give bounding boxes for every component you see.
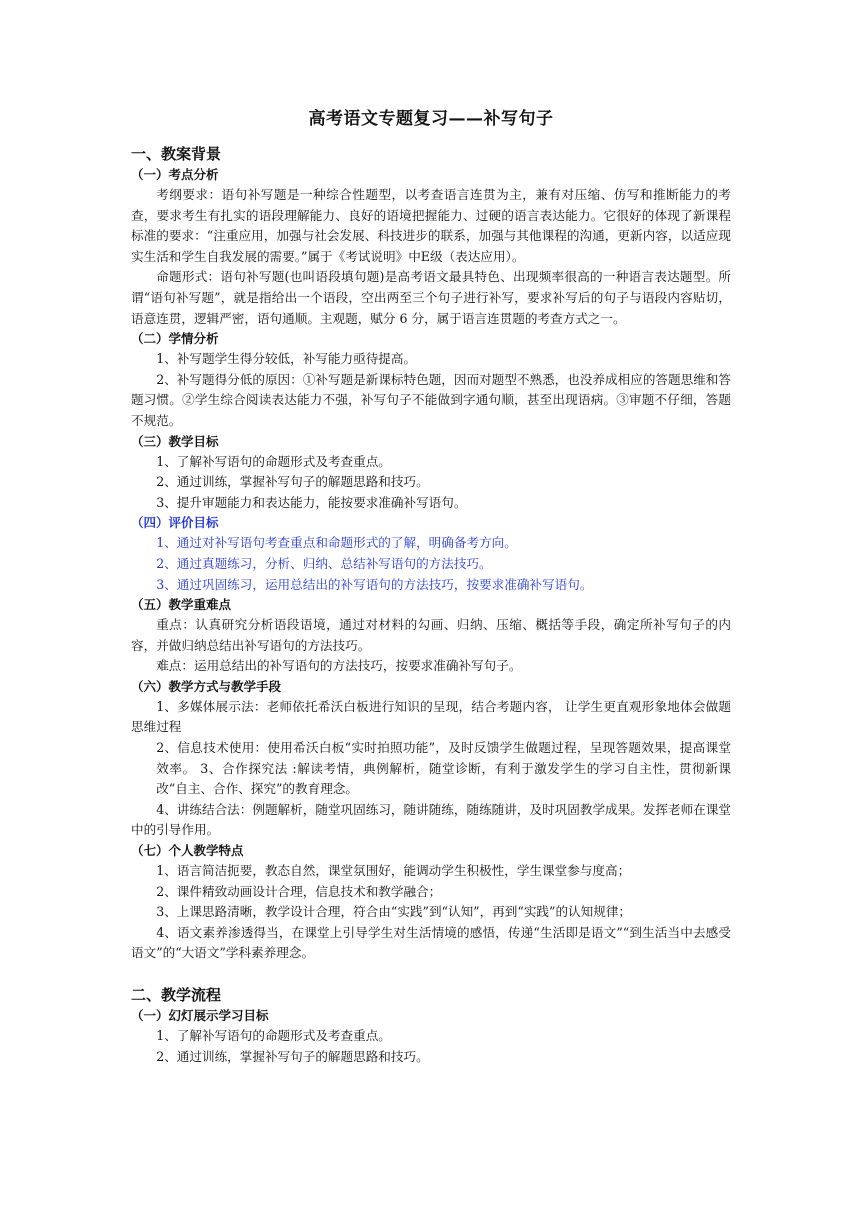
paragraph: 1、补写题学生得分较低，补写能力亟待提高。	[156, 351, 417, 367]
spacer	[131, 964, 731, 984]
paragraph: 2、信息技术使用：使用希沃白板“实时拍照功能”，及时反馈学生做题过程，呈现答题效果，提高课堂效率。 3、合作探究法 :解读考情，典例解析，随堂诊断，有利于激发学生的学习自主性，贯彻新课改“自主、合作、探究”的教育理念。	[156, 740, 731, 797]
subsection-heading: （七）个人教学特点	[131, 843, 244, 859]
list-item: 4、语文素养渗透得当，在课堂上引导学生对生活情境的感悟，传递“生活即是语文”“到生活当中去感受语文”的“大语文”学科素养理念。	[131, 924, 731, 961]
section-heading: 一、教案背景	[131, 145, 222, 163]
paragraph: 考纲要求：语句补写题是一种综合性题型，以考查语言连贯为主，兼有对压缩、仿写和推断能力的考查，要求考生有扎实的语段理解能力、良好的语境把握能力、过硬的语言表达能力。它很好的体现了新课程标准的要求：“注重应用，加强与社会发展、科技进步的联系，加强与其他课程的沟通，更新内容，以适应现实生活和学生自我发展的需要。”属于《考试说明》中E级（表达应用）。	[131, 187, 731, 264]
list-item: 3、通过巩固练习，运用总结出的补写语句的方法技巧，按要求准确补写语句。	[156, 576, 593, 592]
subsection-heading: （二）学情分析	[131, 331, 219, 347]
subsection-heading: （六）教学方式与教学手段	[131, 678, 282, 694]
list-item: 2、通过训练，掌握补写句子的解题思路和技巧。	[156, 474, 429, 490]
list-item: 1、了解补写语句的命题形式及考查重点。	[156, 1028, 391, 1043]
list-item: 2、课件精致动画设计合理，信息技术和教学融合；	[156, 883, 442, 899]
paragraph: 难点：运用总结出的补写语句的方法技巧，按要求准确补写句子。	[156, 658, 522, 674]
document-title: 高考语文专题复习——补写句子	[308, 109, 554, 129]
list-item: 1、了解补写语句的命题形式及考查重点。	[156, 453, 391, 469]
paragraph: 2、补写题得分低的原因：①补写题是新课标特色题，因而对题型不熟悉，也没养成相应的答题思维和答题习惯。②学生综合阅读表达能力不强，补写句子不能做到字通句顺，甚至出现语病。③审题不仔细，答题不规范。	[131, 371, 731, 428]
list-item: 3、上课思路清晰，教学设计合理，符合由“实践”到“认知”，再到“实践”的认知规律；	[156, 904, 632, 920]
subsection-heading: （一）考点分析	[131, 167, 219, 182]
subsection-heading: （五）教学重难点	[131, 597, 232, 613]
list-item: 1、通过对补写语句考查重点和命题形式的了解，明确备考方向。	[156, 535, 517, 551]
subsection-heading: （三）教学目标	[131, 433, 219, 449]
list-item: 3、提升审题能力和表达能力，能按要求准确补写语句。	[156, 494, 467, 510]
list-item: 2、通过训练，掌握补写句子的解题思路和技巧。	[156, 1048, 429, 1064]
paragraph: 命题形式：语句补写题(也叫语段填句题)是高考语文最具特色、出现频率很高的一种语言表达题型。所谓“语句补写题”，就是指给出一个语段，空出两至三个句子进行补写，要求补写后的句子与语段内容贴切，语意连贯，逻辑严密，语句通顺。主观题，赋分 6 分，属于语言连贯题的考查方式之一。	[131, 269, 731, 326]
list-item: 2、通过真题练习，分析、归纳、总结补写语句的方法技巧。	[156, 555, 492, 571]
list-item: 1、语言简洁扼要，教态自然，课堂氛围好，能调动学生积极性，学生课堂参与度高；	[156, 863, 631, 879]
subsection-heading: （一）幻灯展示学习目标	[131, 1008, 269, 1023]
document-page	[131, 104, 731, 1067]
section-heading: 二、教学流程	[131, 986, 222, 1004]
paragraph: 4、讲练结合法：例题解析，随堂巩固练习，随讲随练，随练随讲，及时巩固教学成果。发挥老师在课堂中的引导作用。	[131, 801, 731, 838]
subsection-heading: （四）评价目标	[131, 515, 219, 531]
paragraph: 1、多媒体展示法：老师依托希沃白板进行知识的呈现，结合考题内容， 让学生更直观形象地体会做题思维过程	[131, 698, 731, 735]
paragraph: 重点：认真研究分析语段语境，通过对材料的勾画、归纳、压缩、概括等手段，确定所补写句子的内容，并做归纳总结出补写语句的方法技巧。	[131, 617, 731, 653]
